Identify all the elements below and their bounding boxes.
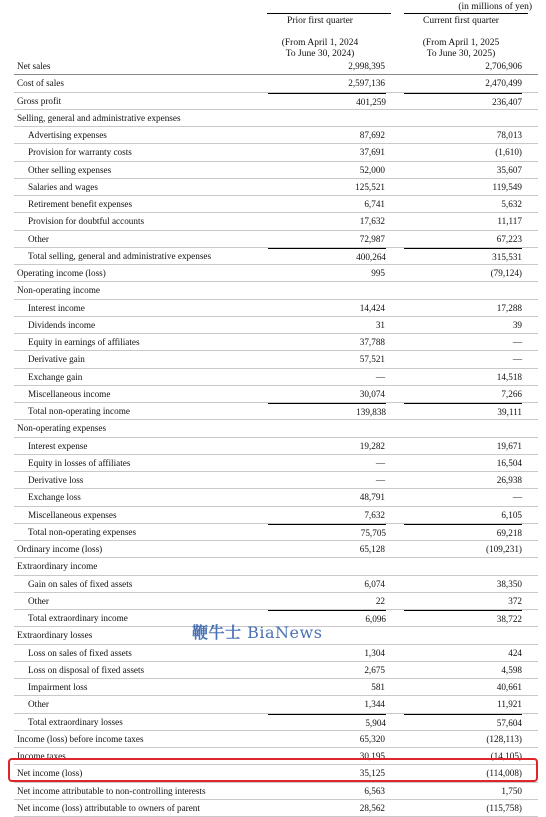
row-label: Other xyxy=(28,595,49,606)
prior-quarter-value: 1,344 xyxy=(364,699,385,710)
row-label: Loss on sales of fixed assets xyxy=(28,647,132,658)
row-label: Income taxes xyxy=(17,751,66,761)
column-period-start: (From April 1, 2025 xyxy=(422,38,500,48)
current-quarter-value: (14,105) xyxy=(490,751,522,761)
prior-quarter-value: 30,195 xyxy=(359,751,385,761)
row-label: Non-operating expenses xyxy=(17,423,107,434)
table-row xyxy=(14,558,538,575)
table-row xyxy=(14,541,538,558)
prior-quarter-value: 2,998,395 xyxy=(348,61,385,71)
current-quarter-value: 6,105 xyxy=(501,509,522,520)
prior-quarter-value: 17,632 xyxy=(359,216,385,227)
row-label: Other xyxy=(28,699,49,710)
table-row xyxy=(14,317,538,334)
row-label: Provision for doubtful accounts xyxy=(28,216,145,227)
current-quarter-value: 69,218 xyxy=(404,524,522,541)
table-row xyxy=(14,472,538,489)
current-quarter-value: 236,407 xyxy=(404,93,522,110)
current-quarter-value: — xyxy=(512,337,522,347)
table-row xyxy=(14,645,538,662)
current-quarter-value: 40,661 xyxy=(496,682,522,692)
prior-quarter-value: 400,264 xyxy=(268,248,386,265)
row-label: Extraordinary income xyxy=(17,561,98,572)
row-label: Interest income xyxy=(28,302,85,313)
row-label: Total non-operating income xyxy=(28,406,130,416)
prior-quarter-value: 22 xyxy=(375,595,385,606)
prior-quarter-value: 139,838 xyxy=(268,403,386,420)
table-row xyxy=(14,386,538,403)
row-label: Impairment loss xyxy=(28,682,88,692)
highlight-box xyxy=(8,758,538,782)
table-row xyxy=(14,300,538,317)
prior-quarter-value: 75,705 xyxy=(268,524,386,541)
prior-quarter-value: 995 xyxy=(371,268,385,278)
row-label: Derivative gain xyxy=(28,354,85,365)
prior-quarter-value: 87,692 xyxy=(359,130,385,140)
table-row xyxy=(14,248,538,265)
row-label: Salaries and wages xyxy=(28,181,98,192)
current-quarter-value: 119,549 xyxy=(492,181,522,192)
current-quarter-value: 35,607 xyxy=(496,164,522,175)
row-label: Non-operating income xyxy=(17,285,100,296)
current-quarter-value: 4,598 xyxy=(501,664,522,675)
prior-quarter-value: 6,074 xyxy=(364,578,385,589)
watermark-cn: 鞭牛士 xyxy=(192,623,242,642)
table-row xyxy=(14,369,538,386)
current-quarter-value: — xyxy=(512,354,522,365)
row-label: Derivative loss xyxy=(28,475,84,485)
current-quarter-value: 424 xyxy=(508,647,522,658)
column-title: Current first quarter xyxy=(423,16,499,26)
column-header-current xyxy=(391,16,531,60)
row-label: Interest expense xyxy=(28,440,88,451)
table-row xyxy=(14,351,538,368)
income-statement-table xyxy=(14,58,538,817)
row-label: Miscellaneous income xyxy=(28,388,111,399)
row-label: Net income (loss) attributable to owners of parent xyxy=(17,802,200,813)
current-quarter-value: (114,008) xyxy=(486,768,522,779)
row-label: Total extraordinary losses xyxy=(28,716,123,727)
row-label: Gross profit xyxy=(17,95,62,106)
row-label: Net income (loss) xyxy=(17,768,83,779)
row-label: Other xyxy=(28,233,49,244)
prior-quarter-value: 7,632 xyxy=(364,509,385,520)
current-quarter-value: 38,350 xyxy=(496,578,522,589)
table-row xyxy=(14,507,538,524)
table-row xyxy=(14,696,538,713)
prior-quarter-value: 2,597,136 xyxy=(348,78,385,89)
table-row xyxy=(14,75,538,92)
current-quarter-value: 67,223 xyxy=(496,233,522,244)
table-row xyxy=(14,593,538,610)
prior-quarter-value: 31 xyxy=(375,319,385,330)
prior-quarter-value: 72,987 xyxy=(359,233,385,244)
row-label: Dividends income xyxy=(28,319,96,330)
table-row xyxy=(14,93,538,110)
prior-quarter-value: 19,282 xyxy=(359,440,385,451)
current-quarter-value: 17,288 xyxy=(496,302,522,313)
table-row xyxy=(14,438,538,455)
column-period-start: (From April 1, 2024 xyxy=(281,38,359,48)
current-quarter-value: 2,470,499 xyxy=(485,78,522,89)
table-row xyxy=(14,714,538,731)
table-row xyxy=(14,265,538,282)
table-row xyxy=(14,576,538,593)
watermark-en: BiaNews xyxy=(247,623,323,642)
prior-quarter-value: 1,304 xyxy=(364,647,385,658)
prior-quarter-value: 581 xyxy=(371,682,385,692)
current-quarter-value: 7,266 xyxy=(501,388,522,399)
row-label: Gain on sales of fixed assets xyxy=(28,578,133,589)
table-row xyxy=(14,334,538,351)
row-label: Equity in losses of affiliates xyxy=(28,457,131,468)
current-quarter-value: 78,013 xyxy=(496,130,522,140)
current-quarter-value: (109,231) xyxy=(486,544,522,554)
table-row xyxy=(14,110,538,127)
current-quarter-value: 19,671 xyxy=(496,440,522,451)
row-label: Total extraordinary income xyxy=(28,613,128,623)
prior-quarter-value: 14,424 xyxy=(359,302,385,313)
column-header-prior xyxy=(250,16,390,60)
header-rule xyxy=(404,13,528,14)
prior-quarter-value: — xyxy=(375,457,385,468)
table-row xyxy=(14,679,538,696)
table-row xyxy=(14,179,538,196)
prior-quarter-value: 57,521 xyxy=(359,354,385,365)
current-quarter-value: (1,610) xyxy=(495,147,522,158)
current-quarter-value: 39 xyxy=(512,319,522,330)
prior-quarter-value: 52,000 xyxy=(359,164,385,175)
prior-quarter-value: 6,563 xyxy=(364,785,385,796)
table-row xyxy=(14,231,538,248)
table-row xyxy=(14,455,538,472)
current-quarter-value: 16,504 xyxy=(496,457,522,468)
current-quarter-value: (115,758) xyxy=(486,802,522,813)
table-row xyxy=(14,58,538,75)
table-row xyxy=(14,524,538,541)
current-quarter-value: 11,117 xyxy=(497,216,522,227)
row-label: Total selling, general and administrative expenses xyxy=(28,250,212,261)
row-label: Selling, general and administrative expenses xyxy=(17,112,181,123)
row-label: Operating income (loss) xyxy=(17,268,106,278)
table-row xyxy=(14,783,538,800)
current-quarter-value: 2,706,906 xyxy=(485,61,522,71)
current-quarter-value: 39,111 xyxy=(404,403,522,420)
table-row xyxy=(14,800,538,817)
row-label: Advertising expenses xyxy=(28,130,107,140)
prior-quarter-value: 125,521 xyxy=(355,181,385,192)
prior-quarter-value: 35,125 xyxy=(359,768,385,779)
prior-quarter-value: 28,562 xyxy=(359,802,385,813)
table-row xyxy=(14,162,538,179)
table-row xyxy=(14,489,538,506)
current-quarter-value: 1,750 xyxy=(501,785,522,796)
row-label: Equity in earnings of affiliates xyxy=(28,337,140,347)
row-label: Exchange gain xyxy=(28,371,83,382)
table-row xyxy=(14,127,538,144)
current-quarter-value: 11,921 xyxy=(497,699,522,710)
table-row xyxy=(14,144,538,161)
prior-quarter-value: 6,741 xyxy=(364,199,385,209)
current-quarter-value: 5,632 xyxy=(501,199,522,209)
prior-quarter-value: 37,788 xyxy=(359,337,385,347)
row-label: Net income attributable to non-controlling interests xyxy=(17,785,206,796)
row-label: Extraordinary losses xyxy=(17,630,93,641)
row-label: Loss on disposal of fixed assets xyxy=(28,664,145,675)
prior-quarter-value: 401,259 xyxy=(268,93,386,110)
prior-quarter-value: 30,074 xyxy=(359,388,385,399)
row-label: Provision for warranty costs xyxy=(28,147,132,158)
table-row xyxy=(14,420,538,437)
table-row xyxy=(14,403,538,420)
prior-quarter-value: 5,904 xyxy=(268,714,386,731)
table-row xyxy=(14,282,538,299)
prior-quarter-value: 65,128 xyxy=(359,544,385,554)
row-label: Miscellaneous expenses xyxy=(28,509,117,520)
prior-quarter-value: — xyxy=(375,371,385,382)
current-quarter-value: (79,124) xyxy=(490,268,522,278)
prior-quarter-value: 6,096 xyxy=(268,610,386,627)
current-quarter-value: 38,722 xyxy=(404,610,522,627)
current-quarter-value: 372 xyxy=(508,595,522,606)
current-quarter-value: 57,604 xyxy=(404,714,522,731)
table-row xyxy=(14,196,538,213)
row-label: Total non-operating expenses xyxy=(28,526,137,537)
row-label: Exchange loss xyxy=(28,492,81,503)
table-row xyxy=(14,731,538,748)
current-quarter-value: (128,113) xyxy=(486,733,522,744)
row-label: Other selling expenses xyxy=(28,164,112,175)
table-row xyxy=(14,662,538,679)
current-quarter-value: 26,938 xyxy=(496,475,522,485)
current-quarter-value: 14,518 xyxy=(496,371,522,382)
column-title: Prior first quarter xyxy=(287,16,353,26)
prior-quarter-value: 48,791 xyxy=(359,492,385,503)
column-period-end: To June 30, 2025) xyxy=(426,49,496,59)
column-period-end: To June 30, 2024) xyxy=(285,49,355,59)
current-quarter-value: 315,531 xyxy=(404,248,522,265)
row-label: Retirement benefit expenses xyxy=(28,199,133,209)
unit-label: (in millions of yen) xyxy=(458,2,532,12)
header-rule xyxy=(267,13,391,14)
table-row xyxy=(14,213,538,230)
prior-quarter-value: 2,675 xyxy=(364,664,385,675)
row-label: Income (loss) before income taxes xyxy=(17,733,144,744)
prior-quarter-value: 65,320 xyxy=(359,733,385,744)
row-label: Net sales xyxy=(17,61,51,71)
row-label: Cost of sales xyxy=(17,78,64,89)
watermark xyxy=(192,620,322,643)
prior-quarter-value: — xyxy=(375,475,385,485)
prior-quarter-value: 37,691 xyxy=(359,147,385,158)
row-label: Ordinary income (loss) xyxy=(17,544,103,554)
current-quarter-value: — xyxy=(512,492,522,503)
